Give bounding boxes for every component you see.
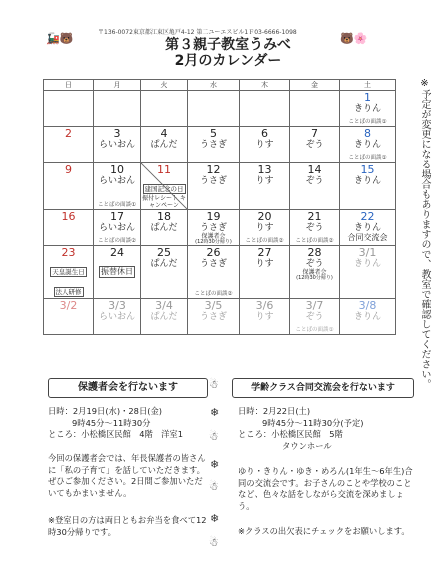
day-number: 13 — [257, 163, 272, 176]
meeting-lunch-note: ※登室日の方は両日ともお弁当を食べて12時30分帰りです。 — [48, 515, 207, 537]
calendar-day — [188, 299, 240, 335]
snowflake-icon: ❄ — [210, 512, 220, 525]
title-line-1: 第３親子教室うみべ — [165, 37, 291, 53]
calendar-day — [240, 246, 290, 299]
calendar-day — [240, 163, 290, 210]
day-number: 23 — [61, 246, 76, 259]
day-number: 27 — [257, 246, 272, 259]
calendar-day — [240, 299, 290, 335]
class-name: うさぎ — [199, 140, 227, 150]
day-number: 3/3 — [108, 299, 126, 312]
meeting-body-text: 今回の保護者会では、年長保護者の皆さんに「私の子育て」を話していただきます。ぜひご参加ください。2日間ご参加いただいてもかまいません。 — [48, 453, 206, 498]
day-number: 16 — [61, 210, 76, 223]
calendar-day — [290, 127, 340, 163]
weekday-sat: 土 — [340, 80, 396, 91]
snowman-icon: ☃ — [209, 536, 219, 549]
day-number: 20 — [257, 210, 272, 223]
calendar-day-holiday — [141, 163, 188, 210]
calendar-day — [340, 246, 396, 299]
joint-exchange-title: 学齢クラス合同交流会を行ないます — [232, 378, 414, 398]
day-number: 6 — [261, 127, 268, 140]
calendar-week — [44, 163, 396, 210]
calendar-day — [94, 299, 141, 335]
class-name: ぱんだ — [150, 312, 178, 322]
class-name: きりん — [353, 312, 381, 322]
day-number: 21 — [307, 210, 322, 223]
day-number: 3/8 — [358, 299, 377, 312]
day-number: 22 — [360, 210, 375, 223]
event-note: 保護者会 — [302, 269, 327, 276]
class-name: りす — [255, 259, 274, 269]
page-title — [138, 37, 318, 69]
calendar-day-empty — [44, 91, 94, 127]
exchange-place-hall: タウンホール — [282, 440, 332, 451]
holiday-slash — [141, 163, 187, 209]
class-name: ぱんだ — [150, 259, 178, 269]
event-note: ことばの面談① — [348, 155, 387, 161]
class-name: ぱんだ — [150, 140, 178, 150]
calendar-day — [340, 210, 396, 246]
calendar-day-empty — [240, 91, 290, 127]
calendar-day — [94, 210, 141, 246]
day-number: 3/1 — [358, 246, 377, 259]
event-note: (12時30分帰り) — [296, 275, 333, 281]
parents-meeting-details — [48, 406, 216, 441]
class-name: うさぎ — [199, 176, 227, 186]
event-note: ことばの面談② — [295, 238, 334, 244]
calendar-day — [340, 299, 396, 335]
day-number: 18 — [157, 210, 171, 223]
meeting-time: 9時45分～11時30分 — [72, 417, 151, 428]
exchange-place: ところ：小松橋区民館 5階 — [238, 429, 343, 439]
snowflake-icon: ❄ — [210, 458, 220, 471]
day-number: 8 — [364, 127, 371, 140]
class-name: りす — [255, 312, 274, 322]
title-line-2: 2月のカレンダー — [174, 53, 282, 69]
exchange-time: 9時45分～11時30分(予定) — [262, 417, 364, 428]
class-name: りす — [255, 140, 274, 150]
calendar-day — [188, 210, 240, 246]
class-name: きりん — [353, 223, 381, 233]
class-name: らいおん — [98, 140, 135, 150]
calendar-day — [188, 163, 240, 210]
class-name: うさぎ — [199, 259, 227, 269]
calendar-week — [44, 127, 396, 163]
class-name: ぞう — [305, 312, 324, 322]
snowflake-icon: ❄ — [210, 406, 220, 419]
calendar-week — [44, 210, 396, 246]
calendar-day — [44, 163, 94, 210]
exchange-date: 日時：2月22日(土) — [238, 406, 311, 416]
weekday-mon: 月 — [94, 80, 141, 91]
snowman-icon: ☃ — [209, 480, 219, 493]
day-number: 3/6 — [255, 299, 274, 312]
calendar-day — [340, 127, 396, 163]
class-name: りす — [255, 176, 274, 186]
calendar-day-empty — [94, 91, 141, 127]
calendar-day — [240, 210, 290, 246]
day-number: 28 — [307, 246, 322, 259]
day-number: 12 — [206, 163, 221, 176]
exchange-body-text: ゆり・きりん・ゆき・めろん(1年生～6年生)合同の交流会です。お子さんのことや学校のことなど、色々な話をしながら交流を深めましょう。 — [238, 466, 413, 511]
day-number: 11 — [157, 163, 171, 176]
parents-meeting-panel — [48, 378, 208, 398]
day-number: 10 — [110, 163, 124, 176]
weekday-tue: 火 — [141, 80, 188, 91]
event-note: ことばの面談① — [98, 202, 136, 208]
day-number: 19 — [206, 210, 221, 223]
holiday-label: 天皇誕生日 — [52, 268, 85, 276]
day-number: 3/5 — [204, 299, 223, 312]
weekday-header-row — [44, 80, 396, 91]
day-number: 9 — [65, 163, 72, 176]
holiday-label: 振替休日 — [101, 267, 133, 276]
weekday-fri: 金 — [290, 80, 340, 91]
day-number: 3/2 — [59, 299, 78, 312]
snowman-icon: ☃ — [209, 430, 219, 443]
snowman-icon: ☃ — [209, 378, 219, 391]
day-number: 26 — [206, 246, 221, 259]
calendar-day — [290, 246, 340, 299]
calendar-day-empty — [141, 91, 188, 127]
day-number: 3/7 — [305, 299, 324, 312]
event-note: 合同交流会 — [347, 233, 388, 242]
calendar-day — [44, 210, 94, 246]
class-name: きりん — [353, 104, 381, 114]
event-label: 法人研修 — [55, 288, 82, 296]
class-name: らいおん — [98, 223, 135, 233]
class-name: きりん — [353, 259, 381, 269]
holiday-box-wrap — [44, 259, 93, 278]
calendar-day-empty — [188, 91, 240, 127]
day-number: 1 — [364, 91, 371, 104]
calendar-day — [141, 246, 188, 299]
day-number: 17 — [110, 210, 124, 223]
animal-illustration: 🐻🌸 — [340, 32, 368, 45]
class-name: きりん — [353, 140, 381, 150]
train-illustration: 🚂🐻 — [46, 32, 74, 45]
class-name: ぱんだ — [150, 223, 178, 233]
meeting-date: 日時：2月19日(水)・28日(金) — [48, 406, 163, 416]
calendar-day — [141, 127, 188, 163]
day-number: 4 — [160, 127, 168, 140]
holiday-box-wrap — [94, 259, 140, 278]
calendar-day — [188, 246, 240, 299]
weekday-thu: 木 — [240, 80, 290, 91]
calendar-day — [141, 210, 188, 246]
calendar-day-empty — [290, 91, 340, 127]
joint-exchange-panel — [232, 378, 414, 398]
calendar-day — [290, 299, 340, 335]
day-number: 25 — [157, 246, 171, 259]
weekday-wed: 水 — [188, 80, 240, 91]
calendar-week — [44, 246, 396, 299]
parents-meeting-title: 保護者会を行ないます — [48, 378, 208, 398]
exchange-attendance-note: ※クラスの出欠表にチェックをお願いします。 — [238, 526, 410, 536]
calendar-day — [290, 210, 340, 246]
class-name: うさぎ — [199, 223, 227, 233]
calendar-day — [44, 127, 94, 163]
class-name: らいおん — [98, 312, 135, 322]
event-note: 振付レシート キャンペーン — [142, 195, 186, 209]
event-note: ことばの面談① — [295, 327, 334, 333]
class-name: ぞう — [305, 140, 324, 150]
day-number: 3/4 — [155, 299, 173, 312]
calendar-day — [188, 127, 240, 163]
holiday-label: 建国記念の日 — [144, 185, 184, 193]
event-note: ことばの面談② — [98, 238, 136, 244]
calendar-week — [44, 299, 396, 335]
calendar-day — [44, 299, 94, 335]
calendar-day — [340, 163, 396, 210]
exchange-details — [238, 406, 418, 452]
calendar-day — [340, 91, 396, 127]
day-number: 2 — [65, 127, 72, 140]
class-name: ぞう — [305, 176, 324, 186]
day-number: 3 — [113, 127, 121, 140]
weekday-sun: 日 — [44, 80, 94, 91]
event-note: 保護者会 — [201, 233, 226, 240]
class-name: うさぎ — [199, 312, 227, 322]
day-number: 5 — [210, 127, 217, 140]
event-note: ことばの面談② — [245, 238, 284, 244]
calendar-week — [44, 91, 396, 127]
class-name: ぞう — [305, 223, 324, 233]
class-name: りす — [255, 223, 274, 233]
calendar-day — [94, 127, 141, 163]
event-note: ことばの面談② — [194, 291, 233, 297]
day-number: 24 — [110, 246, 124, 259]
calendar-day-holiday — [44, 246, 94, 299]
day-number: 14 — [307, 163, 322, 176]
day-number: 7 — [311, 127, 318, 140]
class-name: ぞう — [305, 259, 324, 269]
february-calendar — [43, 79, 396, 335]
calendar-day — [290, 163, 340, 210]
meeting-place: ところ：小松橋区民館 4階 洋室1 — [48, 429, 184, 439]
schedule-change-note: ※予定が変更になる場合もありますので、教室で確認してください。 — [419, 78, 430, 389]
calendar-day-holiday — [94, 246, 141, 299]
calendar-day — [141, 299, 188, 335]
calendar-day — [240, 127, 290, 163]
event-note: ことばの面談① — [348, 119, 387, 125]
class-name: らいおん — [98, 176, 135, 186]
class-name: きりん — [353, 176, 381, 186]
day-number: 15 — [360, 163, 375, 176]
calendar-day — [94, 163, 141, 210]
address-line: 〒136-0072東京都江東区亀戸4-12 第二ユーエスビル1Ｆ03-6666-1098 — [98, 29, 297, 36]
event-note: (12時30分帰り) — [195, 239, 232, 245]
holiday-box-wrap — [44, 279, 93, 298]
